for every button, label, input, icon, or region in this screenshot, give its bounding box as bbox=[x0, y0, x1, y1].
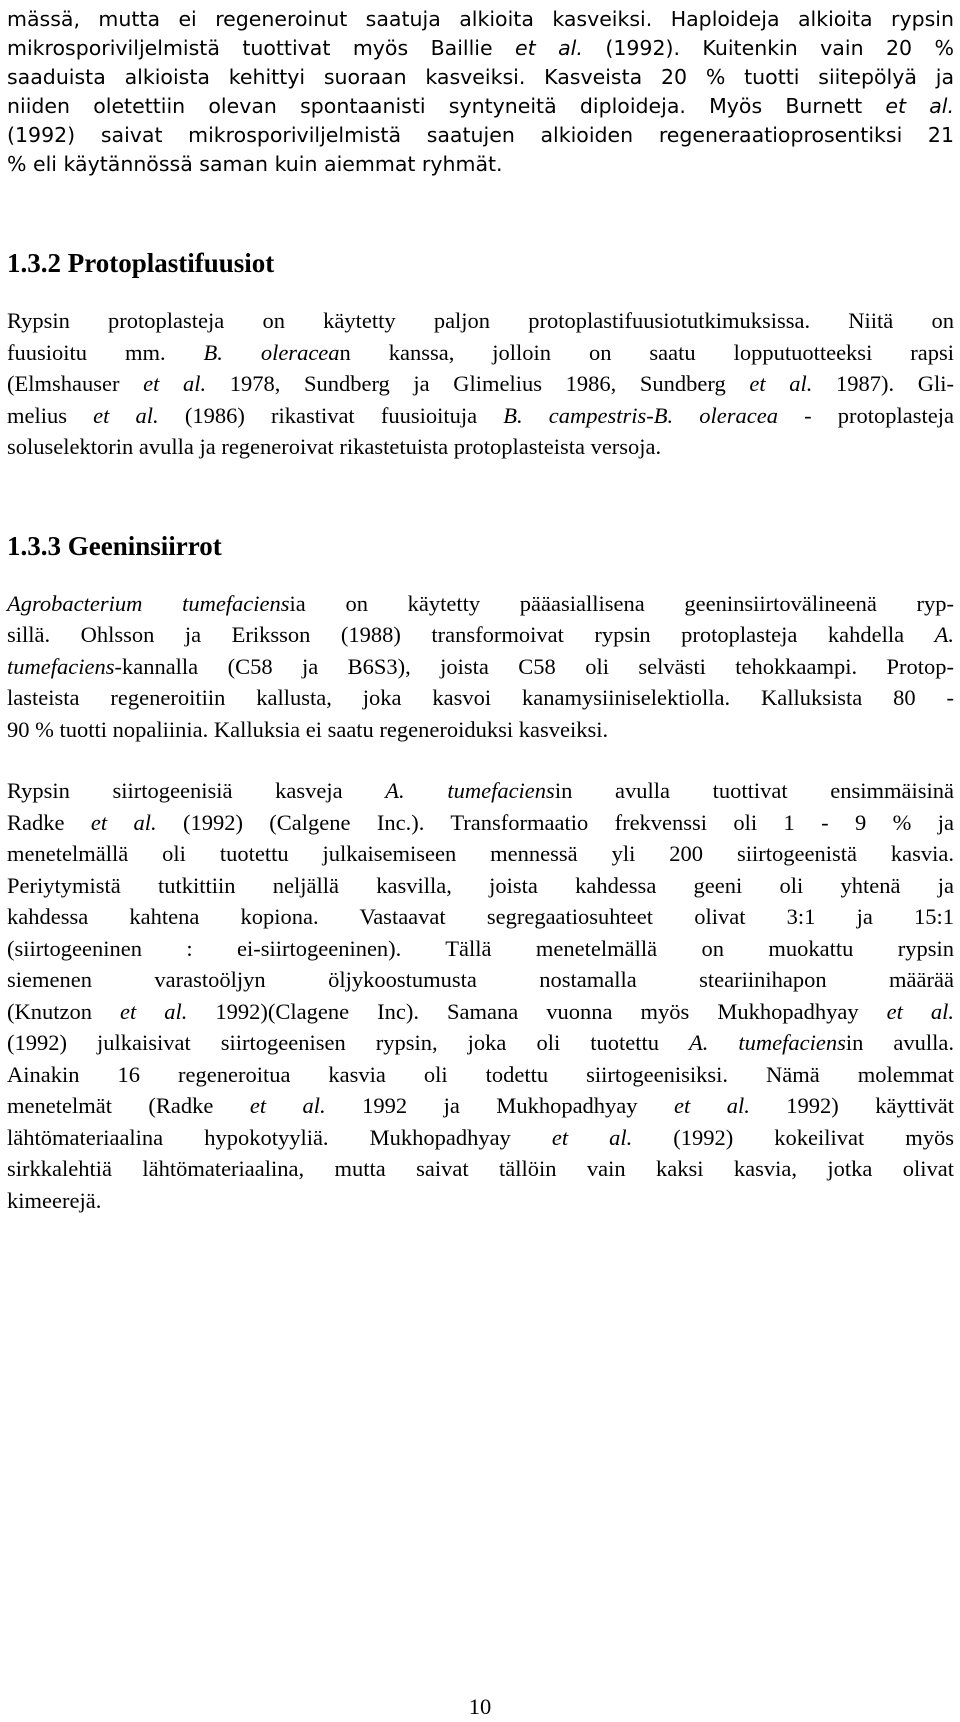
text-line: lähtömateriaalina hypokotyyliä. Mukhopadhyay et al. (1992) kokeilivat myös bbox=[7, 1125, 954, 1150]
italic-term: B. oleracea bbox=[203, 340, 340, 365]
italic-term: et al. bbox=[90, 810, 157, 835]
text-line: kahdessa kahtena kopiona. Vastaavat segregaatiosuhteet olivat 3:1 ja 15:1 bbox=[7, 904, 954, 929]
text-line: siemenen varastoöljyn öljykoostumusta nostamalla steariinihapon määrää bbox=[7, 967, 954, 992]
text-line: melius et al. (1986) rikastivat fuusioituja B. campestris-B. oleracea - protoplasteja bbox=[7, 403, 954, 428]
italic-term: et al. bbox=[674, 1093, 750, 1118]
text-line: fuusioitu mm. B. oleracean kanssa, jolloin on saatu lopputuotteeksi rapsi bbox=[7, 340, 954, 365]
text-line: Rypsin siirtogeenisiä kasveja A. tumefaciensin avulla tuottivat ensimmäisinä bbox=[7, 778, 954, 803]
italic-term: et al. bbox=[551, 1125, 633, 1150]
text-line: kimeerejä. bbox=[7, 1188, 102, 1213]
text-line: (Knutzon et al. 1992)(Clagene Inc). Samana vuonna myös Mukhopadhyay et al. bbox=[7, 999, 954, 1024]
italic-term: et al. bbox=[143, 371, 207, 396]
text-line: tumefaciens-kannalla (C58 ja B6S3), joista C58 oli selvästi tehokkaampi. Protop- bbox=[7, 654, 954, 679]
italic-term: A. tumefaciens bbox=[689, 1030, 846, 1055]
text-line: mikrosporiviljelmistä tuottivat myös Baillie et al. (1992). Kuitenkin vain 20 % bbox=[7, 36, 954, 60]
text-line: menetelmällä oli tuotettu julkaisemiseen mennessä yli 200 siirtogeenistä kasvia. bbox=[7, 841, 954, 866]
page-number: 10 bbox=[468, 1694, 492, 1719]
italic-term: et al. bbox=[249, 1093, 326, 1118]
italic-term: et al. bbox=[886, 999, 954, 1024]
section-heading-geeninsiirrot: 1.3.3 Geeninsiirrot bbox=[7, 531, 222, 561]
text-line: Periytymistä tutkittiin neljällä kasvilla, joista kahdessa geeni oli yhtenä ja bbox=[7, 873, 954, 898]
italic-term: A. bbox=[934, 622, 954, 647]
italic-term: Agrobacterium tumefaciens bbox=[7, 591, 290, 616]
italic-term: B. campestris-B. oleracea bbox=[503, 403, 778, 428]
text-line: lasteista regeneroitiin kallusta, joka kasvoi kanamysiiniselektiolla. Kalluksista 80 - bbox=[7, 685, 954, 710]
text-line: Radke et al. (1992) (Calgene Inc.). Transformaatio frekvenssi oli 1 - 9 % ja bbox=[7, 810, 954, 835]
text-line: Rypsin protoplasteja on käytetty paljon protoplastifuusiotutkimuksissa. Niitä on bbox=[7, 308, 954, 333]
text-line: (Elmshauser et al. 1978, Sundberg ja Glimelius 1986, Sundberg et al. 1987). Gli- bbox=[7, 371, 954, 396]
text-line: 90 % tuotti nopaliinia. Kalluksia ei saatu regeneroiduksi kasveiksi. bbox=[7, 717, 609, 742]
italic-term: et al. bbox=[885, 94, 954, 118]
text-line: (1992) julkaisivat siirtogeenisen rypsin, joka oli tuotettu A. tumefaciensin avulla. bbox=[7, 1030, 955, 1055]
text-line: menetelmät (Radke et al. 1992 ja Mukhopadhyay et al. 1992) käyttivät bbox=[7, 1093, 954, 1118]
text-line: (siirtogeeninen : ei-siirtogeeninen). Tällä menetelmällä on muokattu rypsin bbox=[7, 936, 954, 961]
text-line: (1992) saivat mikrosporiviljelmistä saatujen alkioiden regeneraatioprosentiksi 21 bbox=[7, 123, 954, 147]
text-line: Ainakin 16 regeneroitua kasvia oli todettu siirtogeenisiksi. Nämä molemmat bbox=[7, 1062, 954, 1087]
italic-term: et al. bbox=[93, 403, 159, 428]
italic-term: et al. bbox=[749, 371, 813, 396]
text-line: sirkkalehtiä lähtömateriaalina, mutta saivat tällöin vain kaksi kasvia, jotka olivat bbox=[7, 1156, 954, 1181]
italic-term: tumefaciens bbox=[7, 654, 115, 679]
text-line: Agrobacterium tumefaciensia on käytetty pääasiallisena geeninsiirtovälineenä ryp- bbox=[7, 591, 954, 616]
text-line: saaduista alkioista kehittyi suoraan kasveiksi. Kasveista 20 % tuotti siitepölyä ja bbox=[7, 65, 954, 89]
section-heading-protoplastifuusiot: 1.3.2 Protoplastifuusiot bbox=[7, 248, 275, 278]
text-line: % eli käytännössä saman kuin aiemmat ryhmät. bbox=[7, 152, 503, 176]
italic-term: et al. bbox=[515, 36, 583, 60]
text-line: mässä, mutta ei regeneroinut saatuja alkioita kasveiksi. Haploideja alkioita rypsin bbox=[7, 7, 954, 31]
italic-term: A. tumefaciens bbox=[385, 778, 555, 803]
text-line: sillä. Ohlsson ja Eriksson (1988) transformoivat rypsin protoplasteja kahdella A. bbox=[7, 622, 954, 647]
italic-term: et al. bbox=[120, 999, 188, 1024]
text-line: soluselektorin avulla ja regeneroivat rikastetuista protoplasteista versoja. bbox=[7, 434, 662, 459]
text-line: niiden oletettiin olevan spontaanisti syntyneitä diploideja. Myös Burnett et al. bbox=[7, 94, 954, 118]
